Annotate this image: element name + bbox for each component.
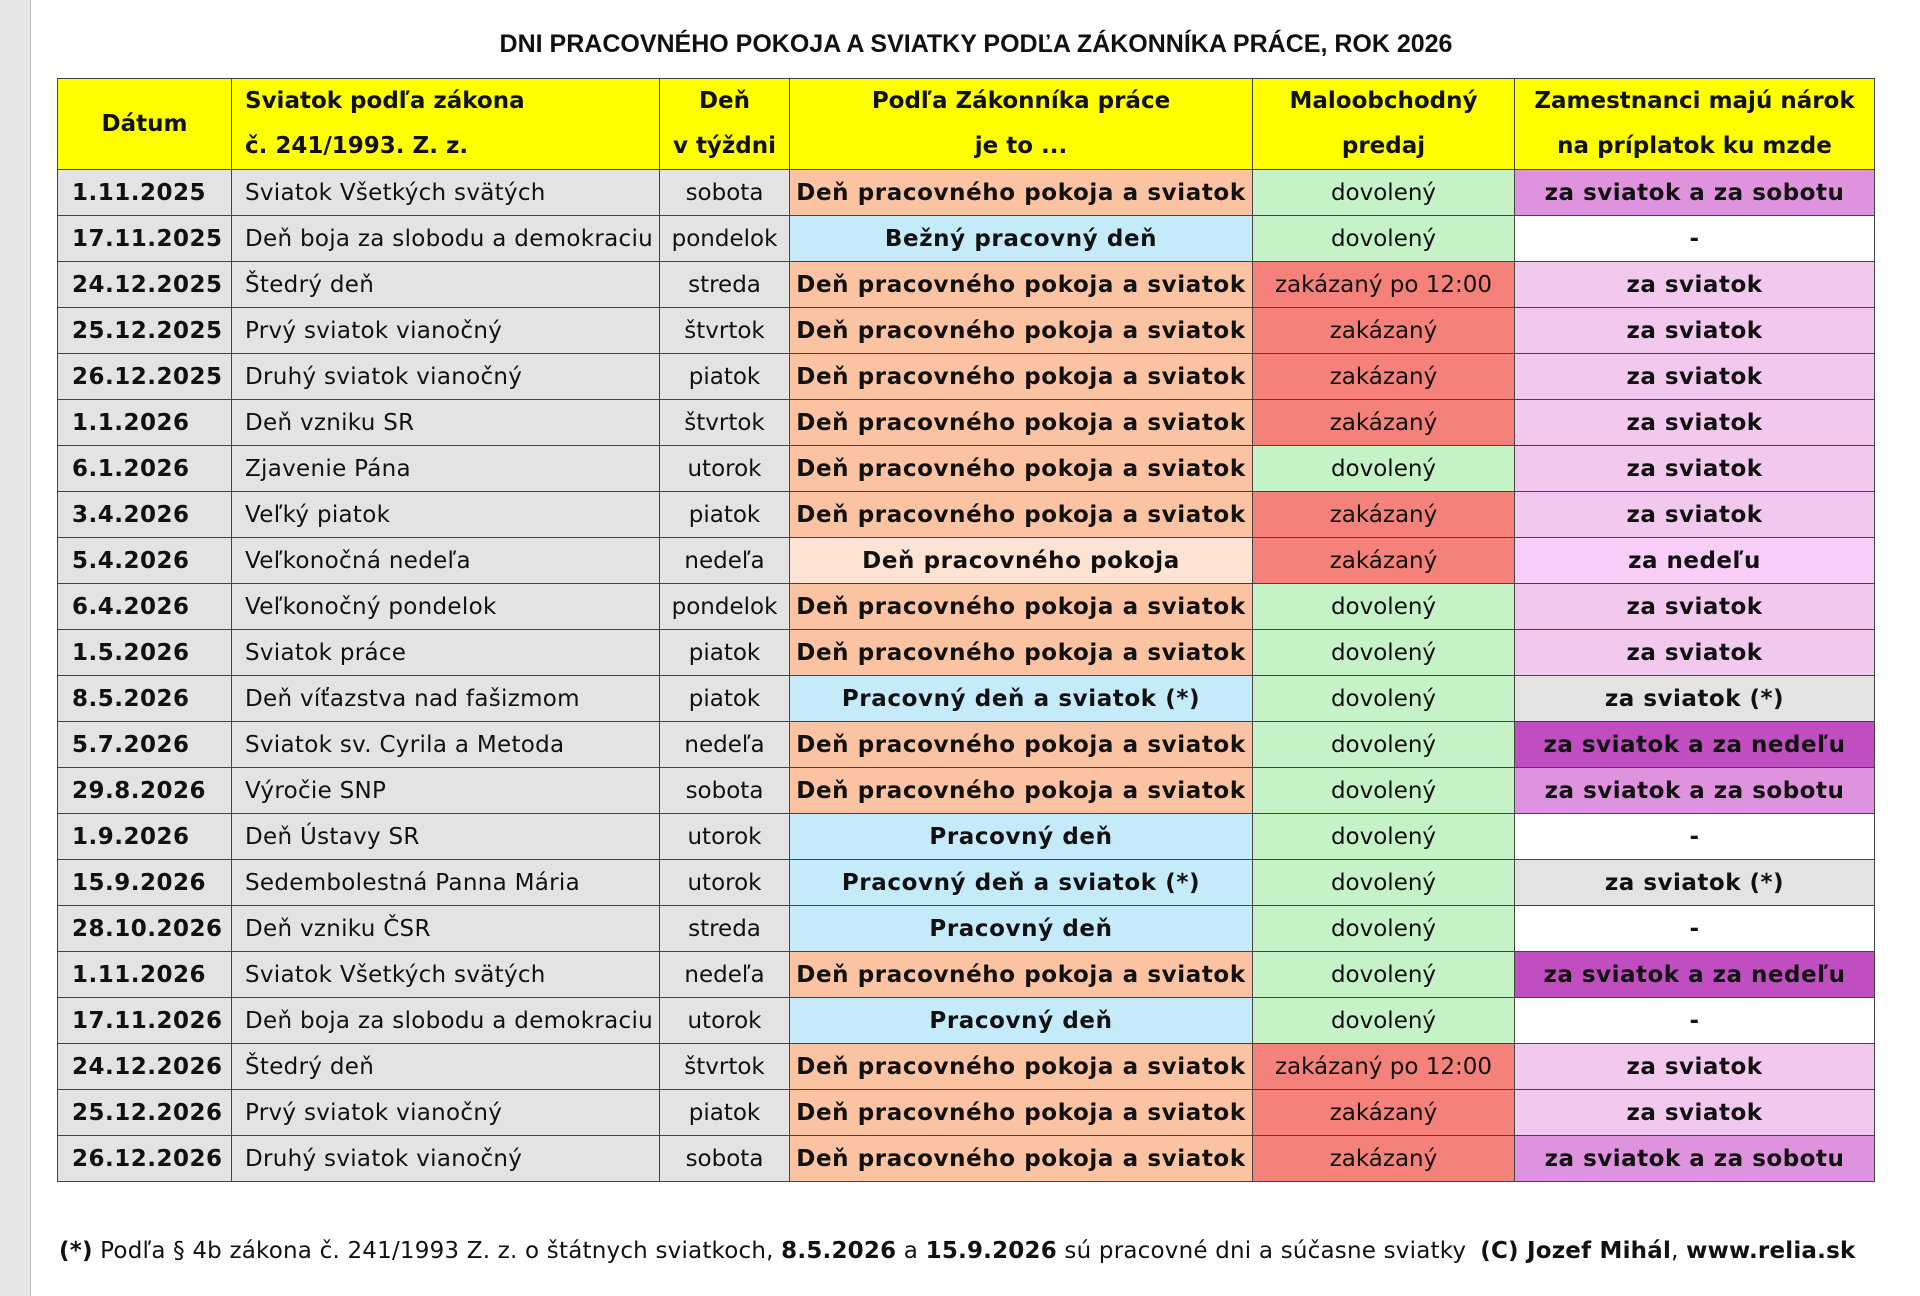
- cell-surcharge: za sviatok (*): [1515, 676, 1875, 722]
- cell-holiday-name: Prvý sviatok vianočný: [232, 1090, 660, 1136]
- cell-day-type: Deň pracovného pokoja a sviatok: [790, 1090, 1253, 1136]
- cell-date: 1.11.2025: [58, 170, 232, 216]
- cell-day-of-week: nedeľa: [660, 538, 790, 584]
- cell-retail: zakázaný po 12:00: [1253, 1044, 1515, 1090]
- cell-holiday-name: Deň vzniku ČSR: [232, 906, 660, 952]
- table-header-row: [58, 79, 1875, 170]
- header-day-type: Podľa Zákonníka práce je to ...: [790, 79, 1253, 170]
- cell-day-of-week: sobota: [660, 170, 790, 216]
- cell-holiday-name: Zjavenie Pána: [232, 446, 660, 492]
- cell-holiday-name: Veľkonočný pondelok: [232, 584, 660, 630]
- document-sheet: [30, 0, 1920, 1296]
- cell-day-type: Pracovný deň a sviatok (*): [790, 860, 1253, 906]
- cell-date: 17.11.2025: [58, 216, 232, 262]
- footnote-sep: ,: [1671, 1238, 1687, 1264]
- cell-day-of-week: streda: [660, 906, 790, 952]
- cell-holiday-name: Sviatok práce: [232, 630, 660, 676]
- table-row: [58, 630, 1875, 676]
- footnote-date-2: 15.9.2026: [925, 1238, 1057, 1264]
- cell-date: 28.10.2026: [58, 906, 232, 952]
- cell-surcharge: za sviatok: [1515, 1044, 1875, 1090]
- cell-holiday-name: Sedembolestná Panna Mária: [232, 860, 660, 906]
- footnote-date-1: 8.5.2026: [781, 1238, 897, 1264]
- cell-holiday-name: Sviatok Všetkých svätých: [232, 170, 660, 216]
- cell-holiday-name: Prvý sviatok vianočný: [232, 308, 660, 354]
- cell-surcharge: za sviatok a za sobotu: [1515, 768, 1875, 814]
- table-row: [58, 354, 1875, 400]
- cell-day-type: Deň pracovného pokoja a sviatok: [790, 262, 1253, 308]
- cell-day-of-week: pondelok: [660, 584, 790, 630]
- cell-surcharge: -: [1515, 998, 1875, 1044]
- cell-day-of-week: piatok: [660, 492, 790, 538]
- cell-holiday-name: Štedrý deň: [232, 1044, 660, 1090]
- cell-retail: dovolený: [1253, 446, 1515, 492]
- table-row: [58, 676, 1875, 722]
- cell-surcharge: za sviatok: [1515, 446, 1875, 492]
- table-body: [58, 170, 1875, 1182]
- table-row: [58, 492, 1875, 538]
- cell-day-of-week: piatok: [660, 354, 790, 400]
- cell-day-of-week: utorok: [660, 998, 790, 1044]
- cell-holiday-name: Veľkonočná nedeľa: [232, 538, 660, 584]
- cell-date: 25.12.2025: [58, 308, 232, 354]
- cell-holiday-name: Deň boja za slobodu a demokraciu: [232, 998, 660, 1044]
- table-row: [58, 584, 1875, 630]
- cell-day-of-week: sobota: [660, 768, 790, 814]
- cell-retail: dovolený: [1253, 722, 1515, 768]
- cell-retail: zakázaný: [1253, 538, 1515, 584]
- footnote-marker: (*): [59, 1238, 93, 1264]
- cell-date: 6.1.2026: [58, 446, 232, 492]
- cell-retail: zakázaný: [1253, 1136, 1515, 1182]
- cell-retail: zakázaný: [1253, 308, 1515, 354]
- header-day-of-week: Deň v týždni: [660, 79, 790, 170]
- cell-retail: dovolený: [1253, 630, 1515, 676]
- cell-day-of-week: štvrtok: [660, 308, 790, 354]
- header-holiday-name: Sviatok podľa zákona č. 241/1993. Z. z.: [232, 79, 660, 170]
- cell-surcharge: za sviatok: [1515, 630, 1875, 676]
- cell-surcharge: za sviatok: [1515, 584, 1875, 630]
- cell-day-type: Deň pracovného pokoja: [790, 538, 1253, 584]
- cell-surcharge: za sviatok: [1515, 400, 1875, 446]
- table-row: [58, 400, 1875, 446]
- table-row: [58, 1090, 1875, 1136]
- cell-day-of-week: piatok: [660, 630, 790, 676]
- cell-date: 5.7.2026: [58, 722, 232, 768]
- cell-retail: dovolený: [1253, 768, 1515, 814]
- cell-surcharge: za sviatok a za nedeľu: [1515, 952, 1875, 998]
- cell-retail: dovolený: [1253, 952, 1515, 998]
- cell-day-of-week: streda: [660, 262, 790, 308]
- copyright: (C) Jozef Mihál: [1480, 1238, 1672, 1264]
- cell-holiday-name: Štedrý deň: [232, 262, 660, 308]
- cell-date: 6.4.2026: [58, 584, 232, 630]
- cell-surcharge: za sviatok: [1515, 262, 1875, 308]
- cell-day-type: Deň pracovného pokoja a sviatok: [790, 630, 1253, 676]
- cell-surcharge: -: [1515, 906, 1875, 952]
- cell-date: 1.1.2026: [58, 400, 232, 446]
- cell-day-of-week: piatok: [660, 676, 790, 722]
- cell-retail: dovolený: [1253, 860, 1515, 906]
- cell-day-of-week: utorok: [660, 860, 790, 906]
- cell-holiday-name: Deň víťazstva nad fašizmom: [232, 676, 660, 722]
- cell-day-type: Deň pracovného pokoja a sviatok: [790, 400, 1253, 446]
- cell-date: 26.12.2026: [58, 1136, 232, 1182]
- cell-date: 3.4.2026: [58, 492, 232, 538]
- cell-holiday-name: Druhý sviatok vianočný: [232, 1136, 660, 1182]
- cell-surcharge: za sviatok: [1515, 308, 1875, 354]
- cell-holiday-name: Sviatok Všetkých svätých: [232, 952, 660, 998]
- cell-date: 1.9.2026: [58, 814, 232, 860]
- cell-date: 5.4.2026: [58, 538, 232, 584]
- cell-surcharge: za sviatok: [1515, 1090, 1875, 1136]
- cell-surcharge: za nedeľu: [1515, 538, 1875, 584]
- header-surcharge: Zamestnanci majú nárok na príplatok ku mzde: [1515, 79, 1875, 170]
- cell-surcharge: za sviatok: [1515, 354, 1875, 400]
- cell-retail: dovolený: [1253, 584, 1515, 630]
- cell-retail: dovolený: [1253, 998, 1515, 1044]
- cell-surcharge: za sviatok a za sobotu: [1515, 170, 1875, 216]
- cell-day-type: Deň pracovného pokoja a sviatok: [790, 446, 1253, 492]
- cell-date: 8.5.2026: [58, 676, 232, 722]
- cell-holiday-name: Deň Ústavy SR: [232, 814, 660, 860]
- cell-surcharge: za sviatok a za nedeľu: [1515, 722, 1875, 768]
- table-row: [58, 722, 1875, 768]
- cell-retail: zakázaný: [1253, 400, 1515, 446]
- cell-day-of-week: sobota: [660, 1136, 790, 1182]
- cell-retail: dovolený: [1253, 216, 1515, 262]
- cell-date: 25.12.2026: [58, 1090, 232, 1136]
- website-link[interactable]: www.relia.sk: [1686, 1238, 1856, 1264]
- cell-surcharge: za sviatok a za sobotu: [1515, 1136, 1875, 1182]
- table-row: [58, 538, 1875, 584]
- table-row: [58, 768, 1875, 814]
- cell-holiday-name: Sviatok sv. Cyrila a Metoda: [232, 722, 660, 768]
- cell-date: 24.12.2026: [58, 1044, 232, 1090]
- cell-day-of-week: štvrtok: [660, 400, 790, 446]
- table-row: [58, 906, 1875, 952]
- cell-day-of-week: nedeľa: [660, 952, 790, 998]
- cell-day-of-week: štvrtok: [660, 1044, 790, 1090]
- cell-holiday-name: Deň boja za slobodu a demokraciu: [232, 216, 660, 262]
- cell-date: 24.12.2025: [58, 262, 232, 308]
- cell-date: 1.11.2026: [58, 952, 232, 998]
- table-row: [58, 952, 1875, 998]
- cell-date: 29.8.2026: [58, 768, 232, 814]
- cell-surcharge: -: [1515, 216, 1875, 262]
- cell-date: 15.9.2026: [58, 860, 232, 906]
- cell-day-type: Deň pracovného pokoja a sviatok: [790, 170, 1253, 216]
- table-row: [58, 170, 1875, 216]
- cell-day-type: Deň pracovného pokoja a sviatok: [790, 722, 1253, 768]
- cell-retail: dovolený: [1253, 676, 1515, 722]
- cell-holiday-name: Veľký piatok: [232, 492, 660, 538]
- table-row: [58, 262, 1875, 308]
- cell-date: 1.5.2026: [58, 630, 232, 676]
- holidays-table: [57, 78, 1875, 1182]
- cell-surcharge: za sviatok: [1515, 492, 1875, 538]
- cell-day-of-week: utorok: [660, 814, 790, 860]
- footnote-text-2: sú pracovné dni a súčasne sviatky: [1056, 1238, 1467, 1264]
- table-row: [58, 1044, 1875, 1090]
- table-row: [58, 446, 1875, 492]
- cell-day-type: Deň pracovného pokoja a sviatok: [790, 492, 1253, 538]
- cell-day-type: Deň pracovného pokoja a sviatok: [790, 1044, 1253, 1090]
- cell-day-of-week: piatok: [660, 1090, 790, 1136]
- cell-day-of-week: utorok: [660, 446, 790, 492]
- cell-retail: dovolený: [1253, 170, 1515, 216]
- cell-retail: zakázaný: [1253, 1090, 1515, 1136]
- table-row: [58, 216, 1875, 262]
- footnote: [59, 1238, 1855, 1264]
- table-row: [58, 814, 1875, 860]
- cell-retail: dovolený: [1253, 906, 1515, 952]
- cell-retail: dovolený: [1253, 814, 1515, 860]
- page-title: DNI PRACOVNÉHO POKOJA A SVIATKY PODĽA ZÁKONNÍKA PRÁCE, ROK 2026: [499, 30, 1453, 58]
- cell-day-of-week: nedeľa: [660, 722, 790, 768]
- cell-retail: zakázaný: [1253, 492, 1515, 538]
- cell-surcharge: za sviatok (*): [1515, 860, 1875, 906]
- footnote-and: a: [896, 1238, 926, 1264]
- table-row: [58, 860, 1875, 906]
- cell-surcharge: -: [1515, 814, 1875, 860]
- header-date: Dátum: [58, 79, 232, 170]
- cell-day-type: Deň pracovného pokoja a sviatok: [790, 354, 1253, 400]
- cell-retail: zakázaný: [1253, 354, 1515, 400]
- cell-day-type: Deň pracovného pokoja a sviatok: [790, 768, 1253, 814]
- cell-day-type: Deň pracovného pokoja a sviatok: [790, 308, 1253, 354]
- cell-day-type: Bežný pracovný deň: [790, 216, 1253, 262]
- cell-date: 26.12.2025: [58, 354, 232, 400]
- table-row: [58, 308, 1875, 354]
- cell-holiday-name: Výročie SNP: [232, 768, 660, 814]
- cell-holiday-name: Deň vzniku SR: [232, 400, 660, 446]
- footnote-text: Podľa § 4b zákona č. 241/1993 Z. z. o štátnych sviatkoch,: [92, 1238, 782, 1264]
- header-retail: Maloobchodný predaj: [1253, 79, 1515, 170]
- cell-day-type: Pracovný deň: [790, 814, 1253, 860]
- cell-day-type: Deň pracovného pokoja a sviatok: [790, 584, 1253, 630]
- cell-retail: zakázaný po 12:00: [1253, 262, 1515, 308]
- cell-day-type: Pracovný deň a sviatok (*): [790, 676, 1253, 722]
- cell-day-type: Deň pracovného pokoja a sviatok: [790, 1136, 1253, 1182]
- table-row: [58, 998, 1875, 1044]
- cell-day-type: Pracovný deň: [790, 998, 1253, 1044]
- cell-holiday-name: Druhý sviatok vianočný: [232, 354, 660, 400]
- cell-day-of-week: pondelok: [660, 216, 790, 262]
- cell-date: 17.11.2026: [58, 998, 232, 1044]
- cell-day-type: Pracovný deň: [790, 906, 1253, 952]
- cell-day-type: Deň pracovného pokoja a sviatok: [790, 952, 1253, 998]
- table-row: [58, 1136, 1875, 1182]
